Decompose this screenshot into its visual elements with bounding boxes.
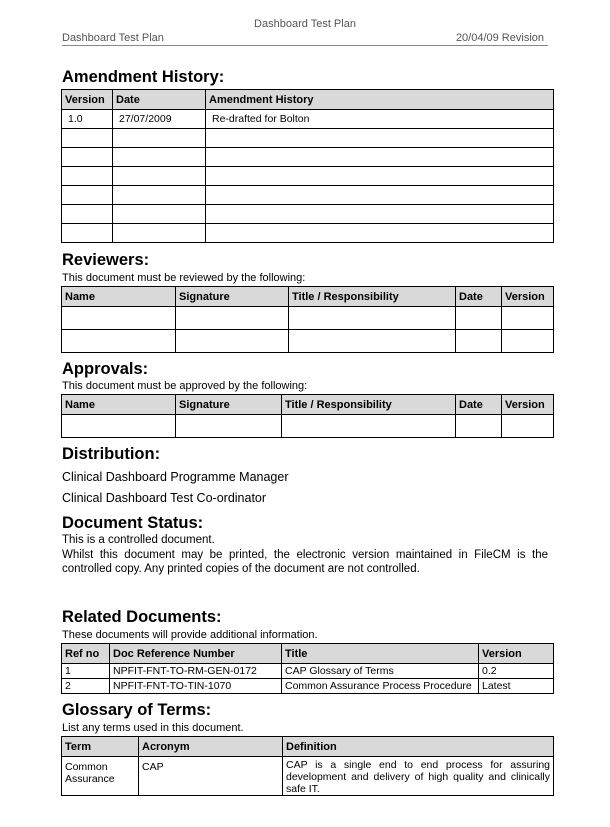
table-header-row: [62, 737, 554, 757]
table-cell: [62, 330, 176, 353]
table-row: [62, 148, 554, 167]
table-cell: [289, 330, 456, 353]
column-header: Term: [62, 737, 139, 757]
column-header: Doc Reference Number: [110, 644, 282, 664]
approvals-intro: This document must be approved by the following:: [62, 380, 308, 392]
table-cell: [62, 224, 113, 243]
column-header: Ref no: [62, 644, 110, 664]
column-header: Version: [502, 395, 554, 415]
header-left-title: Dashboard Test Plan: [62, 32, 164, 44]
status-line: This is a controlled document.: [62, 534, 215, 546]
status-paragraph: Whilst this document may be printed, the electronic version maintained in FileCM is the controlled copy. Any printed copies of the document are not controlled.: [62, 549, 548, 575]
column-header: Definition: [283, 737, 554, 757]
column-header: Title / Responsibility: [289, 287, 456, 307]
table-row: [62, 415, 554, 438]
status-heading: Document Status:: [62, 514, 204, 532]
column-header: Name: [62, 395, 176, 415]
table-row: [62, 307, 554, 330]
table-row: [62, 757, 554, 796]
table-row: [62, 110, 554, 129]
table-cell: [282, 415, 456, 438]
table-cell: [206, 186, 554, 205]
table-cell: [176, 330, 289, 353]
table-cell: Latest: [479, 679, 554, 694]
table-cell: Common Assurance: [62, 757, 139, 796]
column-header: Date: [456, 287, 502, 307]
header-divider: [62, 45, 548, 46]
table-cell: [62, 148, 113, 167]
distribution-item: Clinical Dashboard Test Co-ordinator: [62, 491, 267, 505]
table-row: [62, 205, 554, 224]
table-cell: 1.0: [62, 110, 113, 129]
table-row: [62, 330, 554, 353]
related-heading: Related Documents:: [62, 608, 222, 626]
table-cell: [62, 307, 176, 330]
table-cell: [502, 330, 554, 353]
amendment-table: [61, 89, 554, 243]
table-cell: [113, 205, 206, 224]
table-cell: [206, 167, 554, 186]
table-cell: [113, 148, 206, 167]
table-cell: 27/07/2009: [113, 110, 206, 129]
column-header: Title: [282, 644, 479, 664]
table-cell: CAP: [139, 757, 283, 796]
table-cell: [206, 224, 554, 243]
reviewers-intro: This document must be reviewed by the following:: [62, 272, 306, 284]
glossary-intro: List any terms used in this document.: [62, 722, 244, 734]
table-cell: [62, 186, 113, 205]
table-row: [62, 129, 554, 148]
table-cell: [62, 205, 113, 224]
related-intro: These documents will provide additional information.: [62, 629, 318, 641]
table-row: [62, 679, 554, 694]
reviewers-heading: Reviewers:: [62, 251, 150, 269]
column-header: Signature: [176, 287, 289, 307]
table-cell: [62, 415, 176, 438]
table-cell: CAP Glossary of Terms: [282, 664, 479, 679]
table-cell: [502, 415, 554, 438]
column-header: Amendment History: [206, 90, 554, 110]
table-header-row: [62, 90, 554, 110]
table-row: [62, 224, 554, 243]
column-header: Version: [62, 90, 113, 110]
column-header: Signature: [176, 395, 282, 415]
table-cell: [176, 307, 289, 330]
table-cell: [113, 186, 206, 205]
table-cell: NPFIT-FNT-TO-TIN-1070: [110, 679, 282, 694]
table-header-row: [62, 287, 554, 307]
table-cell: [456, 415, 502, 438]
table-cell: [206, 205, 554, 224]
table-cell: Re-drafted for Bolton: [206, 110, 554, 129]
table-cell: [456, 330, 502, 353]
approvals-heading: Approvals:: [62, 360, 149, 378]
table-cell: 1: [62, 664, 110, 679]
amendment-heading: Amendment History:: [62, 68, 225, 86]
glossary-table: [61, 736, 554, 796]
column-header: Name: [62, 287, 176, 307]
table-cell: [113, 224, 206, 243]
table-cell: 0.2: [479, 664, 554, 679]
header-center-title: Dashboard Test Plan: [254, 18, 356, 30]
table-cell: [62, 167, 113, 186]
table-cell: [289, 307, 456, 330]
table-cell: [206, 148, 554, 167]
table-row: [62, 186, 554, 205]
table-header-row: [62, 395, 554, 415]
table-row: [62, 167, 554, 186]
table-cell: [502, 307, 554, 330]
table-cell: [113, 129, 206, 148]
table-cell: [456, 307, 502, 330]
approvals-table: [61, 394, 554, 438]
table-cell: NPFIT-FNT-TO-RM-GEN-0172: [110, 664, 282, 679]
table-row: [62, 664, 554, 679]
column-header: Date: [456, 395, 502, 415]
table-cell: [176, 415, 282, 438]
column-header: Date: [113, 90, 206, 110]
table-cell: Common Assurance Process Procedure: [282, 679, 479, 694]
column-header: Title / Responsibility: [282, 395, 456, 415]
distribution-heading: Distribution:: [62, 445, 161, 463]
table-cell: 2: [62, 679, 110, 694]
column-header: Acronym: [139, 737, 283, 757]
table-cell: [62, 129, 113, 148]
related-table: [61, 643, 554, 694]
reviewers-table: [61, 286, 554, 353]
table-header-row: [62, 644, 554, 664]
table-cell: [206, 129, 554, 148]
column-header: Version: [479, 644, 554, 664]
glossary-heading: Glossary of Terms:: [62, 701, 212, 719]
header-revision: 20/04/09 Revision: [455, 32, 544, 44]
column-header: Version: [502, 287, 554, 307]
table-cell: [113, 167, 206, 186]
distribution-item: Clinical Dashboard Programme Manager: [62, 470, 289, 484]
table-cell: CAP is a single end to end process for assuring development and delivery of high quality and clinically safe IT.: [283, 757, 554, 796]
